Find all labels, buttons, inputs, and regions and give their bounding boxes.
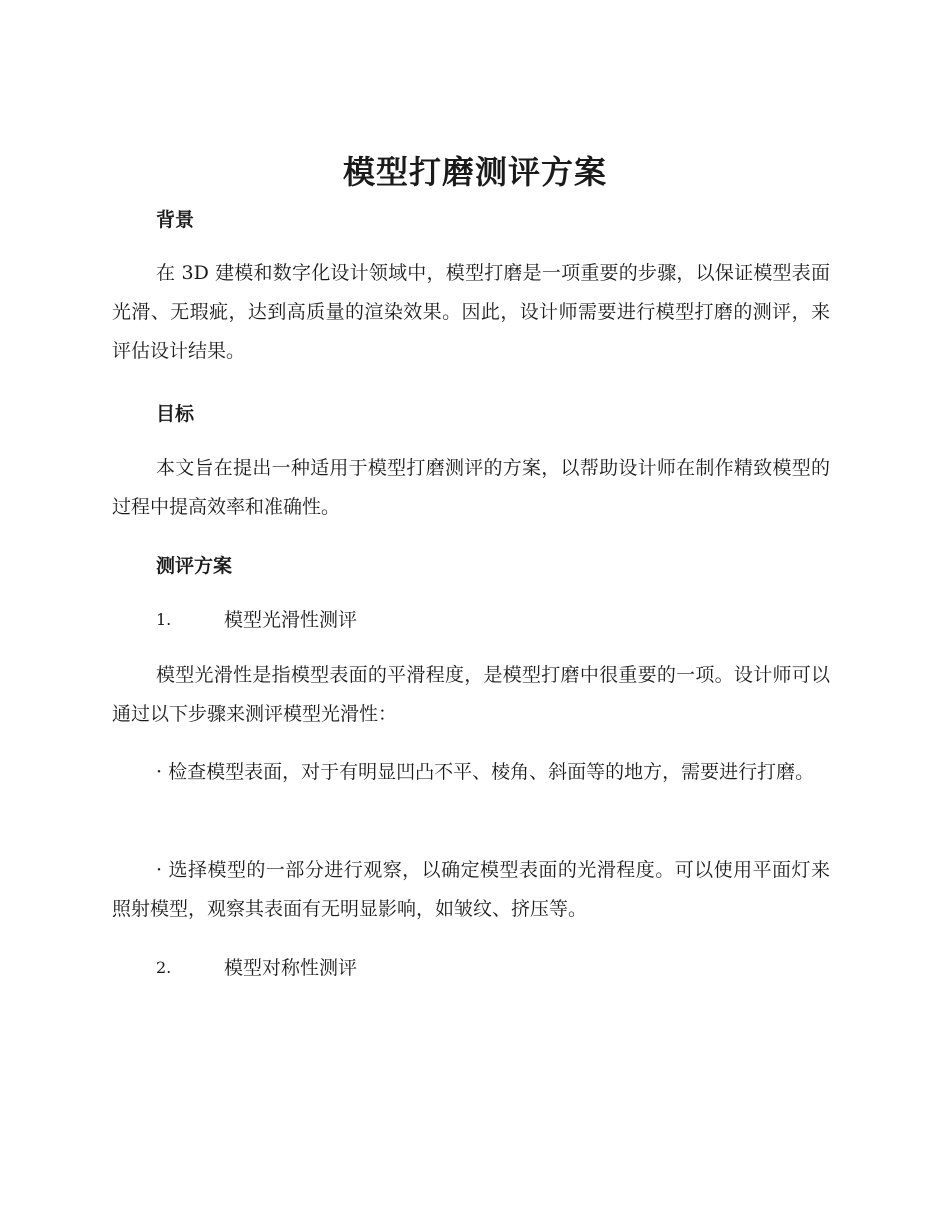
- paragraph-background: 在 3D 建模和数字化设计领域中，模型打磨是一项重要的步骤，以保证模型表面光滑、无瑕疵，达到高质量的渲染效果。因此，设计师需要进行模型打磨的测评，来评估设计结果。: [112, 262, 830, 362]
- item-label: 模型光滑性测评: [224, 609, 358, 631]
- paragraph-goal: 本文旨在提出一种适用于模型打磨测评的方案，以帮助设计师在制作精致模型的过程中提高效率和准确性。: [112, 457, 830, 518]
- numbered-item-1: [156, 606, 357, 634]
- section-heading-goal: 目标: [156, 403, 195, 425]
- item-label: 模型对称性测评: [224, 957, 358, 979]
- paragraph-smoothness: 模型光滑性是指模型表面的平滑程度，是模型打磨中很重要的一项。设计师可以通过以下步骤来测评模型光滑性：: [112, 664, 830, 725]
- numbered-item-2: [156, 954, 357, 982]
- item-number: 2.: [156, 958, 172, 977]
- section-heading-plan: 测评方案: [156, 555, 233, 577]
- item-number: 1.: [156, 610, 172, 629]
- document-title: 模型打磨测评方案: [342, 153, 607, 191]
- section-heading-background: 背景: [156, 209, 195, 231]
- bullet-item: · 选择模型的一部分进行观察，以确定模型表面的光滑程度。可以使用平面灯来照射模型，观察其表面有无明显影响，如皱纹、挤压等。: [112, 859, 830, 920]
- bullet-item: · 检查模型表面，对于有明显凹凸不平、棱角、斜面等的地方，需要进行打磨。: [156, 761, 815, 783]
